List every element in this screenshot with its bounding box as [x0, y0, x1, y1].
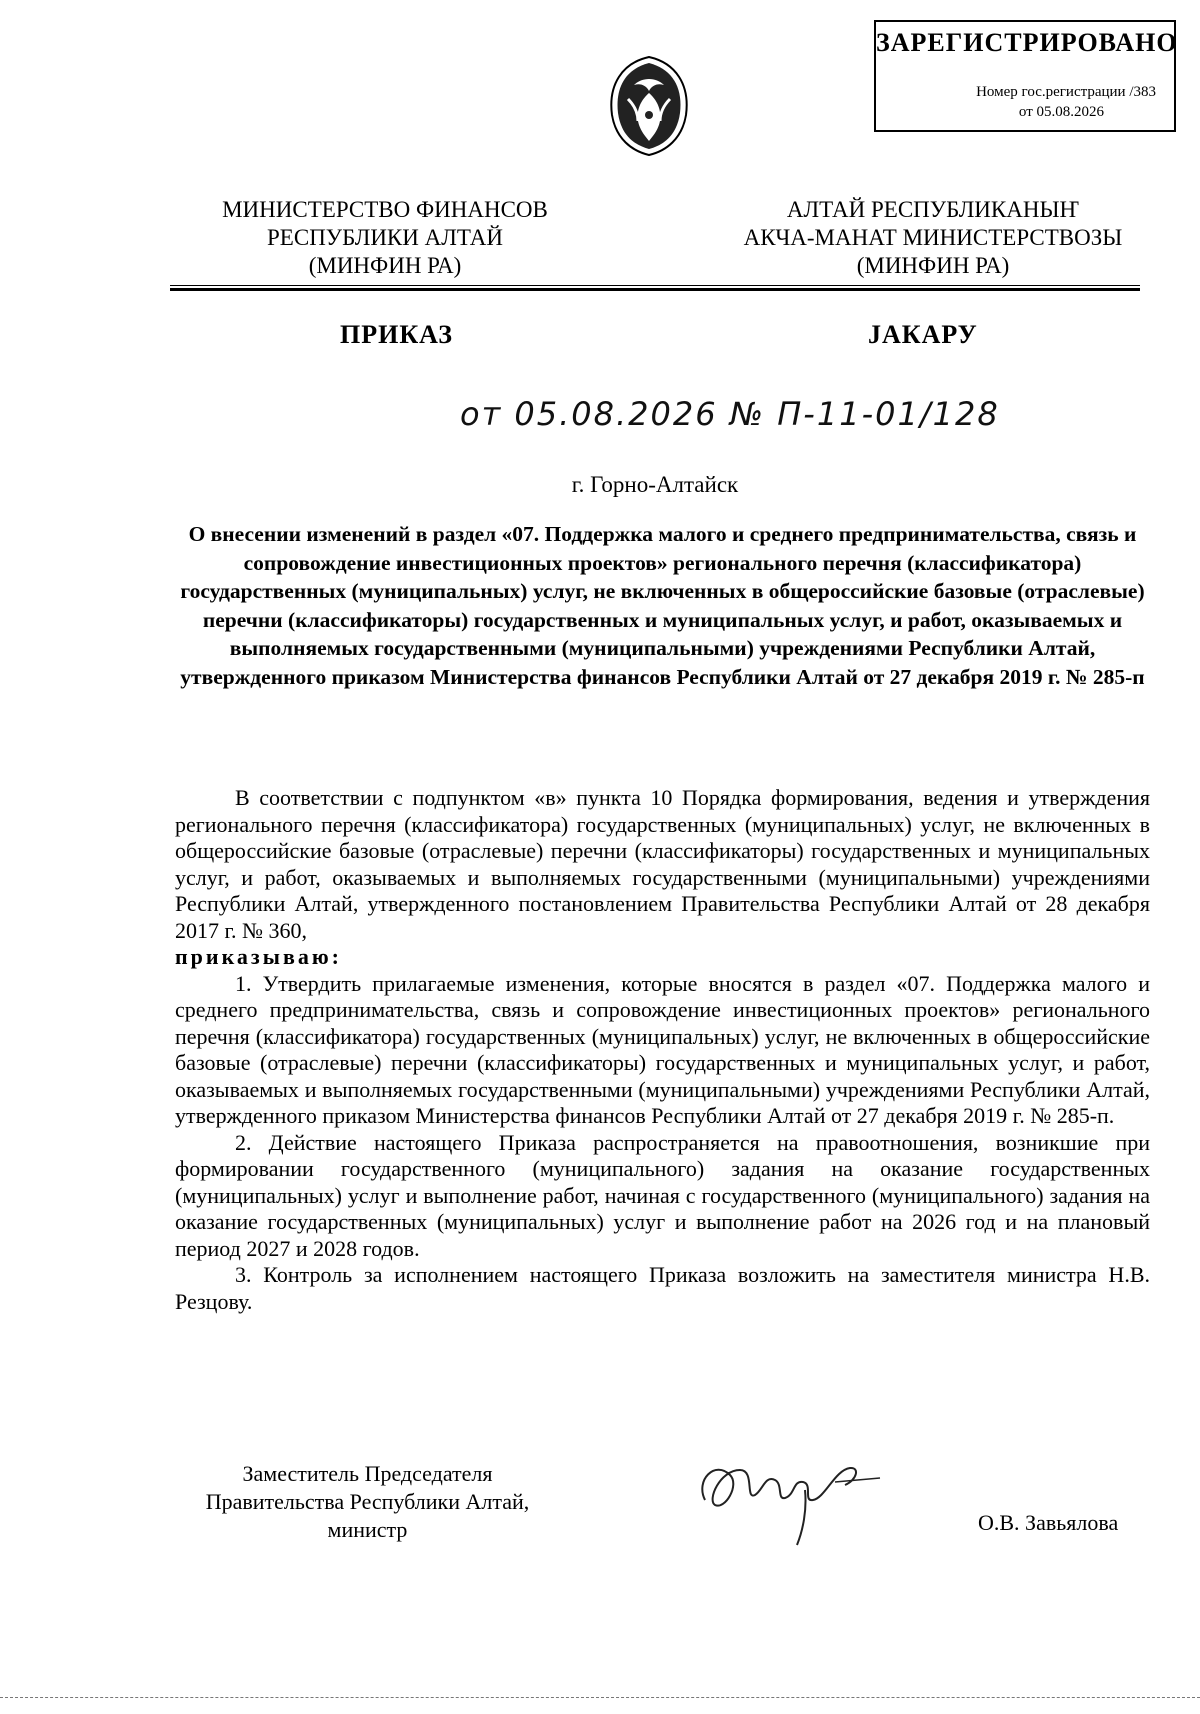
order-item-1: 1. Утвердить прилагаемые изменения, которые вносятся в раздел «07. Поддержка малого и среднего предпринимательства, связь и сопровождение инвестиционных проектов» регионального перечня (классификатора) государственных (муниципальных) услуг, не включенных в общероссийские базовые (отраслевые) перечни (классификаторы) государственных и муниципальных услуг, и работ, оказываемых и выполняемых государственными (муниципальными) учреждениями Республики Алтай, утвержденного приказом Министерства финансов Республики Алтай от 27 декабря 2019 г. № 285-п.: [175, 970, 1150, 1128]
page-bottom-edge: [0, 1697, 1200, 1698]
city-line: г. Горно-Алтайск: [571, 472, 739, 497]
signatory-role-line-2: Правительства Республики Алтай,: [205, 1489, 530, 1514]
ministry-header-russian: [175, 196, 595, 280]
ministry-name-altai-line-1: АЛТАЙ РЕСПУБЛИКАНЫҤ: [786, 197, 1080, 222]
signatory-role: [175, 1460, 560, 1544]
ministry-name-line-2: РЕСПУБЛИКИ АЛТАЙ: [267, 225, 503, 250]
signatory-name: О.В. Завьялова: [978, 1510, 1119, 1535]
signatory-role-line-1: Заместитель Председателя: [242, 1461, 493, 1486]
order-subject: О внесении изменений в раздел «07. Поддержка малого и среднего предпринимательства, связь и сопровождение инвестиционных проектов» регионального перечня (классификатора) государственных (муниципальных) услуг, не включенных в общероссийские базовые (отраслевые) перечни (классификаторы) государственных и муниципальных услуг, и работ, оказываемых и выполняемых государственными (муниципальными) учреждениями Республики Алтай, утвержденного приказом Министерства финансов Республики Алтай от 27 декабря 2019 г. № 285-п: [180, 522, 1145, 689]
order-item-3: 3. Контроль за исполнением настоящего Приказа возложить на заместителя министра Н.В. Резцову.: [175, 1262, 1150, 1314]
order-title-russian: ПРИКАЗ: [340, 320, 454, 349]
order-item-2: 2. Действие настоящего Приказа распространяется на правоотношения, возникшие при формировании государственного (муниципального) задания на оказание государственных (муниципальных) услуг и выполнение работ, начиная с государственного (муниципального) задания на оказание государственных (муниципальных) услуг и выполнение работ на 2026 год и на плановый период 2027 и 2028 годов.: [175, 1129, 1150, 1261]
stamp-registration-number: Номер гос.регистрации /383: [976, 84, 1156, 100]
ministry-name-line-1: МИНИСТЕРСТВО ФИНАНСОВ: [222, 197, 548, 222]
stamp-title: ЗАРЕГИСТРИРОВАНО: [876, 28, 1178, 57]
ministry-abbreviation-altai: (МИНФИН РА): [856, 253, 1010, 278]
decree-word: приказываю:: [175, 944, 342, 969]
decree-word-paragraph: [175, 944, 1150, 971]
ministry-abbreviation: (МИНФИН РА): [308, 253, 462, 278]
republic-altai-coat-of-arms-icon: [606, 55, 692, 157]
handwritten-order-number: от 05.08.2026 № П-11-01/128: [460, 395, 1000, 433]
handwritten-signature: [685, 1440, 885, 1550]
order-title-altai: JАКАРУ: [868, 320, 978, 349]
order-body: [175, 785, 1150, 1315]
ministry-name-altai-line-2: АКЧА-МАНАТ МИНИСТЕРСТВОЗЫ: [743, 225, 1123, 250]
ministry-header-altai: [718, 196, 1148, 280]
signatory-role-line-3: министр: [327, 1517, 408, 1542]
header-divider-thin: [170, 285, 1140, 286]
header-divider-thick: [170, 288, 1140, 291]
stamp-date: от 05.08.2026: [1018, 104, 1104, 120]
registration-stamp: [874, 20, 1176, 132]
preamble-paragraph: В соответствии с подпунктом «в» пункта 10 Порядка формирования, ведения и утверждения регионального перечня (классификатора) государственных (муниципальных) услуг, не включенных в общероссийские базовые (отраслевые) перечни (классификаторы) государственных и муниципальных услуг, и работ, оказываемых и выполняемых государственными (муниципальными) учреждениями Республики Алтай, утвержденного постановлением Правительства Республики Алтай от 28 декабря 2017 г. № 360,: [175, 785, 1150, 943]
